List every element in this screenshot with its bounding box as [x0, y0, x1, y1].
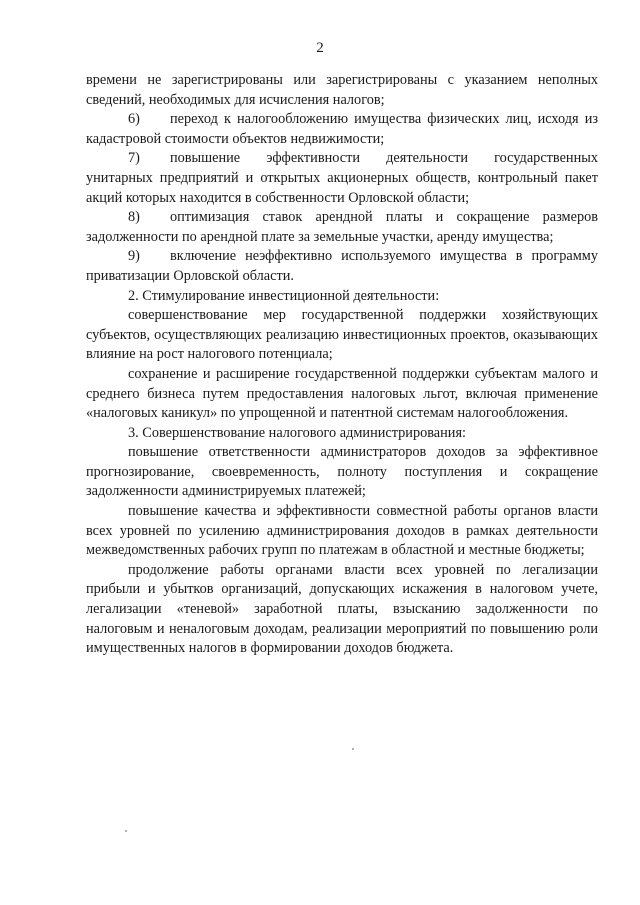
list-item-number: 9) [128, 248, 140, 265]
section-heading-investment: 2. Стимулирование инвестиционной деятельности: [128, 287, 440, 304]
paragraph-administrator-responsibility: повышение ответственности администраторов доходов за эффективное прогнозирование, своевременность, полноту поступления и сокращение задолженности администрируемых платежей; [86, 444, 598, 500]
paragraph-legalization-work: продолжение работы органами власти всех уровней по легализации прибыли и убытков организаций, допускающих искажения в налоговом учете, легализации «теневой» заработной платы, взысканию задолженности по налоговым и неналоговым доходам, реализации мероприятий по повышению роли имущественных налогов в формировании доходов бюджета. [86, 561, 598, 657]
paragraph-joint-work-quality: повышение качества и эффективности совместной работы органов власти всех уровней по усилению администрирования доходов в рамках деятельности межведомственных рабочих групп по платежам в областной и местные бюджеты; [86, 503, 598, 559]
list-item-6 [86, 110, 598, 149]
list-item-9 [86, 247, 598, 286]
list-item-text: оптимизация ставок арендной платы и сокращение размеров задолженности по арендной плате за земельные участки, аренду имущества; [86, 209, 598, 245]
paragraph-text: времени не зарегистрированы или зарегистрированы с указанием неполных сведений, необходимых для исчисления налогов; [86, 72, 598, 108]
section-heading-tax-administration: 3. Совершенствование налогового администрирования: [128, 424, 467, 441]
list-item-number: 7) [128, 150, 140, 167]
list-item-number: 8) [128, 209, 140, 226]
list-item-text: повышение эффективности деятельности государственных унитарных предприятий и открытых акционерных обществ, контрольный пакет акций которых находится в собственности Орловской области; [86, 150, 598, 206]
list-item-text: включение неэффективно используемого имущества в программу приватизации Орловской области. [86, 248, 598, 284]
list-item-text: переход к налогообложению имущества физических лиц, исходя из кадастровой стоимости объектов недвижимости; [86, 111, 598, 147]
paragraph-continuation [86, 71, 598, 110]
document-body [86, 71, 598, 659]
scan-speck [125, 830, 127, 832]
page-number: 2 [316, 40, 324, 56]
scan-speck [352, 748, 354, 750]
paragraph-investment-support: совершенствование мер государственной поддержки хозяйствующих субъектов, осуществляющих реализацию инвестиционных проектов, оказывающих влияние на рост налогового потенциала; [86, 307, 598, 363]
list-item-7 [86, 149, 598, 208]
list-item-8 [86, 208, 598, 247]
list-item-number: 6) [128, 111, 140, 128]
paragraph-small-business-support: сохранение и расширение государственной поддержки субъектам малого и среднего бизнеса путем предоставления налоговых льгот, включая применение «налоговых каникул» по упрощенной и патентной системам налогообложения. [86, 365, 598, 422]
